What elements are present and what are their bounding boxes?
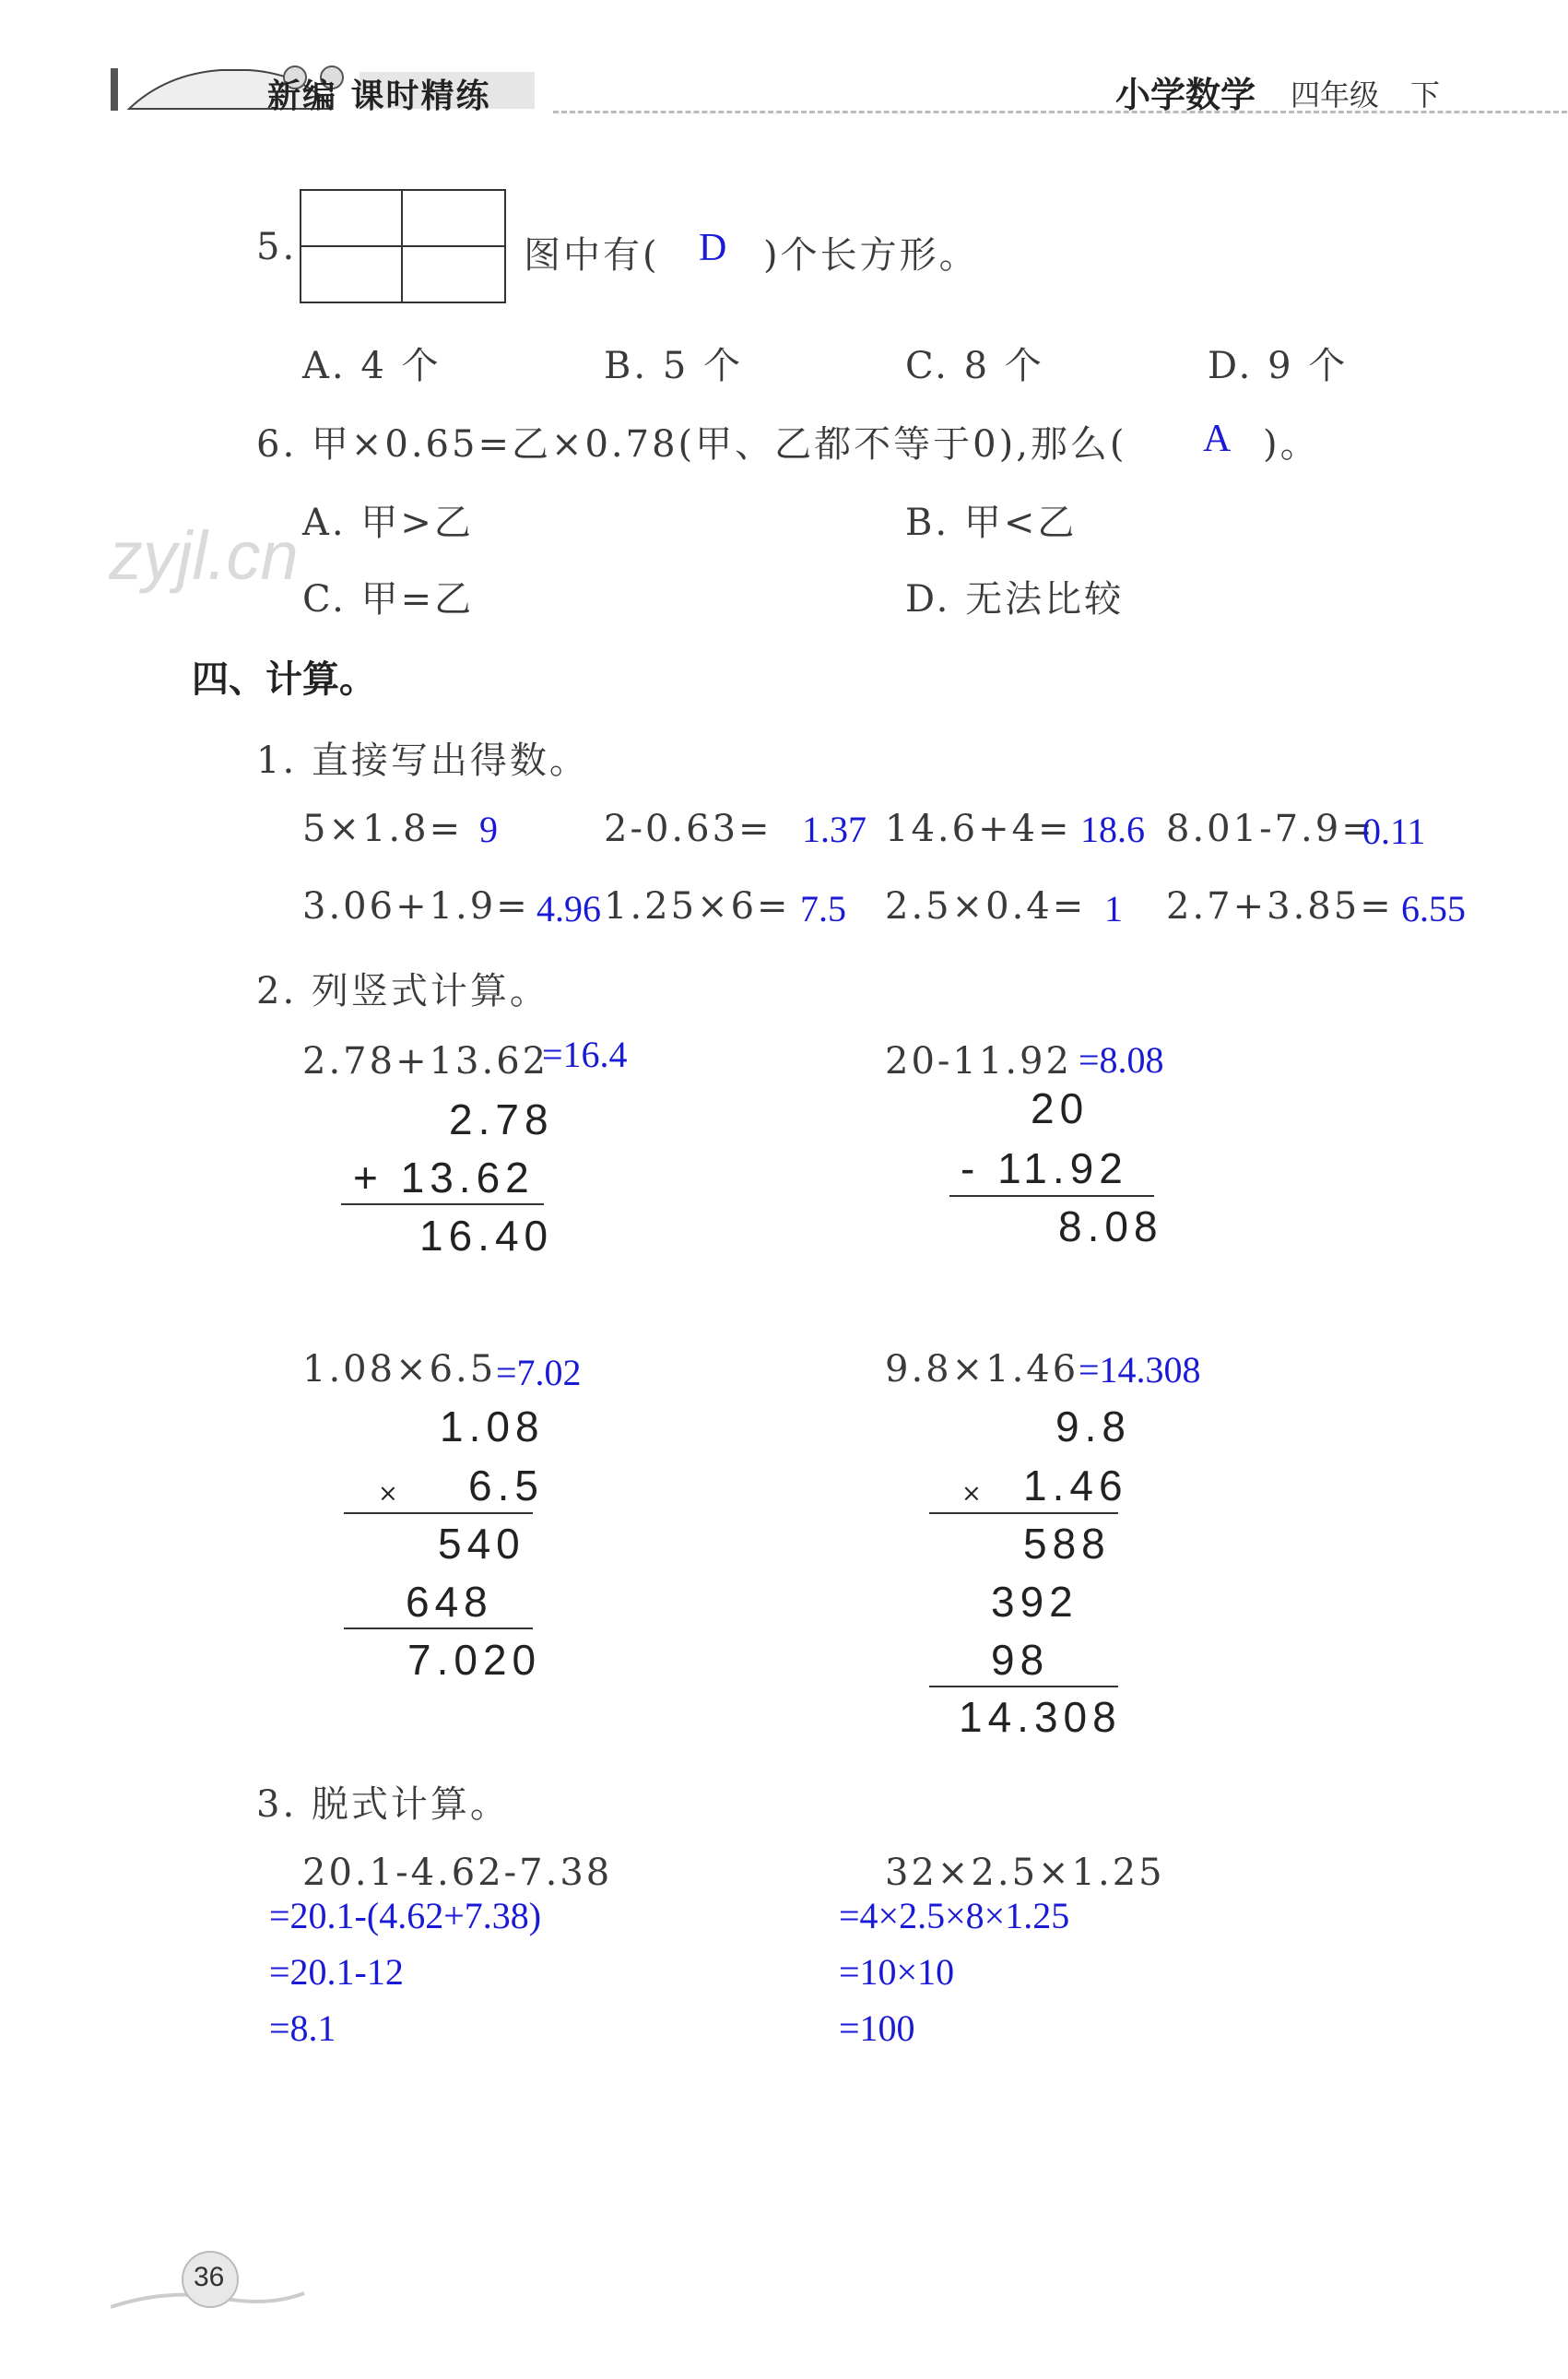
mm-expr: 2.5×0.4= bbox=[885, 885, 1087, 928]
q6-option-c: C. 甲=乙 bbox=[302, 578, 475, 621]
watermark: zyjl.cn bbox=[109, 517, 299, 594]
vc1-expr: 2.78+13.62 bbox=[302, 1040, 549, 1083]
vc1-row: 2.78 bbox=[449, 1095, 554, 1143]
part3-title: 3. 脱式计算。 bbox=[256, 1783, 510, 1826]
sw-right-step: =100 bbox=[839, 2007, 915, 2049]
q5-option-a: A. 4 个 bbox=[302, 345, 442, 387]
vc1-row: + 13.62 bbox=[353, 1154, 535, 1201]
sw-left-step: =8.1 bbox=[269, 2007, 336, 2049]
q6-text-after: )。 bbox=[1263, 423, 1320, 466]
mm-answer: 7.5 bbox=[800, 888, 846, 929]
sw-left-expr: 20.1-4.62-7.38 bbox=[302, 1852, 613, 1894]
mm-answer: 1.37 bbox=[802, 809, 867, 850]
mm-expr: 14.6+4= bbox=[885, 808, 1072, 850]
mm-expr: 3.06+1.9= bbox=[302, 885, 530, 928]
vc2-expr: 20-11.92 bbox=[885, 1040, 1072, 1083]
vc3-row: 7.020 bbox=[407, 1636, 542, 1684]
vc1-row: 16.40 bbox=[419, 1212, 554, 1260]
part2-title: 2. 列竖式计算。 bbox=[256, 970, 549, 1012]
q6-option-d: D. 无法比较 bbox=[905, 578, 1125, 621]
q5-text-after: )个长方形。 bbox=[763, 234, 979, 277]
section-title: 四、计算。 bbox=[192, 658, 376, 701]
vc2-answer: =8.08 bbox=[1079, 1039, 1164, 1081]
mm-expr: 2.7+3.85= bbox=[1166, 885, 1394, 928]
mm-answer: 1 bbox=[1104, 888, 1123, 929]
q5-answer: D bbox=[699, 227, 727, 269]
vc4-row: 1.46 bbox=[1023, 1462, 1128, 1509]
vc2-rule bbox=[949, 1195, 1154, 1197]
mm-answer: 9 bbox=[479, 809, 498, 850]
q6-answer: A bbox=[1203, 418, 1232, 460]
vc2-row: 20 bbox=[1031, 1084, 1090, 1132]
vc3-expr: 1.08×6.5 bbox=[302, 1348, 497, 1391]
vc4-rule bbox=[929, 1686, 1118, 1687]
part1-title: 1. 直接写出得数。 bbox=[256, 740, 589, 782]
q5-option-c: C. 8 个 bbox=[905, 345, 1044, 387]
grade: 四年级 bbox=[1291, 77, 1380, 112]
mm-answer: 6.55 bbox=[1401, 888, 1466, 929]
vc3-answer: =7.02 bbox=[496, 1352, 582, 1393]
page-number: 36 bbox=[194, 2262, 225, 2292]
q5-option-d: D. 9 个 bbox=[1208, 345, 1349, 387]
vc4-row: 9.8 bbox=[1055, 1403, 1131, 1450]
vc1-rule bbox=[341, 1203, 544, 1205]
vc4-expr: 9.8×1.46 bbox=[885, 1348, 1079, 1391]
sw-left-step: =20.1-(4.62+7.38) bbox=[269, 1895, 542, 1936]
subject: 小学数学 bbox=[1115, 75, 1256, 115]
vc4-rule bbox=[929, 1512, 1118, 1514]
vc3-row: 540 bbox=[438, 1520, 525, 1568]
sw-right-step: =10×10 bbox=[839, 1951, 955, 1993]
vc3-rule bbox=[344, 1512, 533, 1514]
sw-right-step: =4×2.5×8×1.25 bbox=[839, 1895, 1070, 1936]
vc4-row: 14.308 bbox=[959, 1693, 1122, 1741]
vc4-row: 392 bbox=[991, 1578, 1079, 1626]
brand-title: 新编 课时精练 bbox=[267, 77, 491, 115]
vc3-times-sign: × bbox=[378, 1480, 398, 1508]
q6-option-b: B. 甲<乙 bbox=[905, 502, 1078, 544]
vc3-rule bbox=[344, 1627, 533, 1629]
vc3-row: 6.5 bbox=[468, 1462, 544, 1509]
vc2-row: - 11.92 bbox=[961, 1144, 1128, 1192]
vc4-answer: =14.308 bbox=[1079, 1349, 1201, 1391]
q5-option-b: B. 5 个 bbox=[604, 345, 743, 387]
vc4-times-sign: × bbox=[961, 1480, 982, 1508]
mm-expr: 8.01-7.9= bbox=[1166, 808, 1375, 850]
sw-left-step: =20.1-12 bbox=[269, 1951, 404, 1993]
vc4-row: 98 bbox=[991, 1636, 1050, 1684]
vc1-answer: =16.4 bbox=[542, 1034, 628, 1075]
vc3-row: 648 bbox=[406, 1578, 493, 1626]
vc2-row: 8.08 bbox=[1058, 1202, 1163, 1250]
mm-answer: 18.6 bbox=[1080, 809, 1145, 850]
q6-option-a: A. 甲>乙 bbox=[302, 502, 474, 544]
mm-expr: 5×1.8= bbox=[302, 808, 464, 850]
q5-number: 5. bbox=[256, 226, 298, 268]
rectangle-figure bbox=[300, 189, 508, 305]
vc4-row: 588 bbox=[1023, 1520, 1111, 1568]
term: 下 bbox=[1410, 77, 1441, 112]
vc3-row: 1.08 bbox=[440, 1403, 545, 1450]
q6-text-before: 6. 甲×0.65=乙×0.78(甲、乙都不等于0),那么( bbox=[256, 423, 1127, 466]
q5-text-before: 图中有( bbox=[524, 234, 660, 277]
sw-right-expr: 32×2.5×1.25 bbox=[885, 1852, 1165, 1894]
mm-answer: 4.96 bbox=[536, 888, 601, 929]
mm-expr: 1.25×6= bbox=[604, 885, 791, 928]
mm-expr: 2-0.63= bbox=[604, 808, 772, 850]
mm-answer: 0.11 bbox=[1362, 811, 1426, 852]
